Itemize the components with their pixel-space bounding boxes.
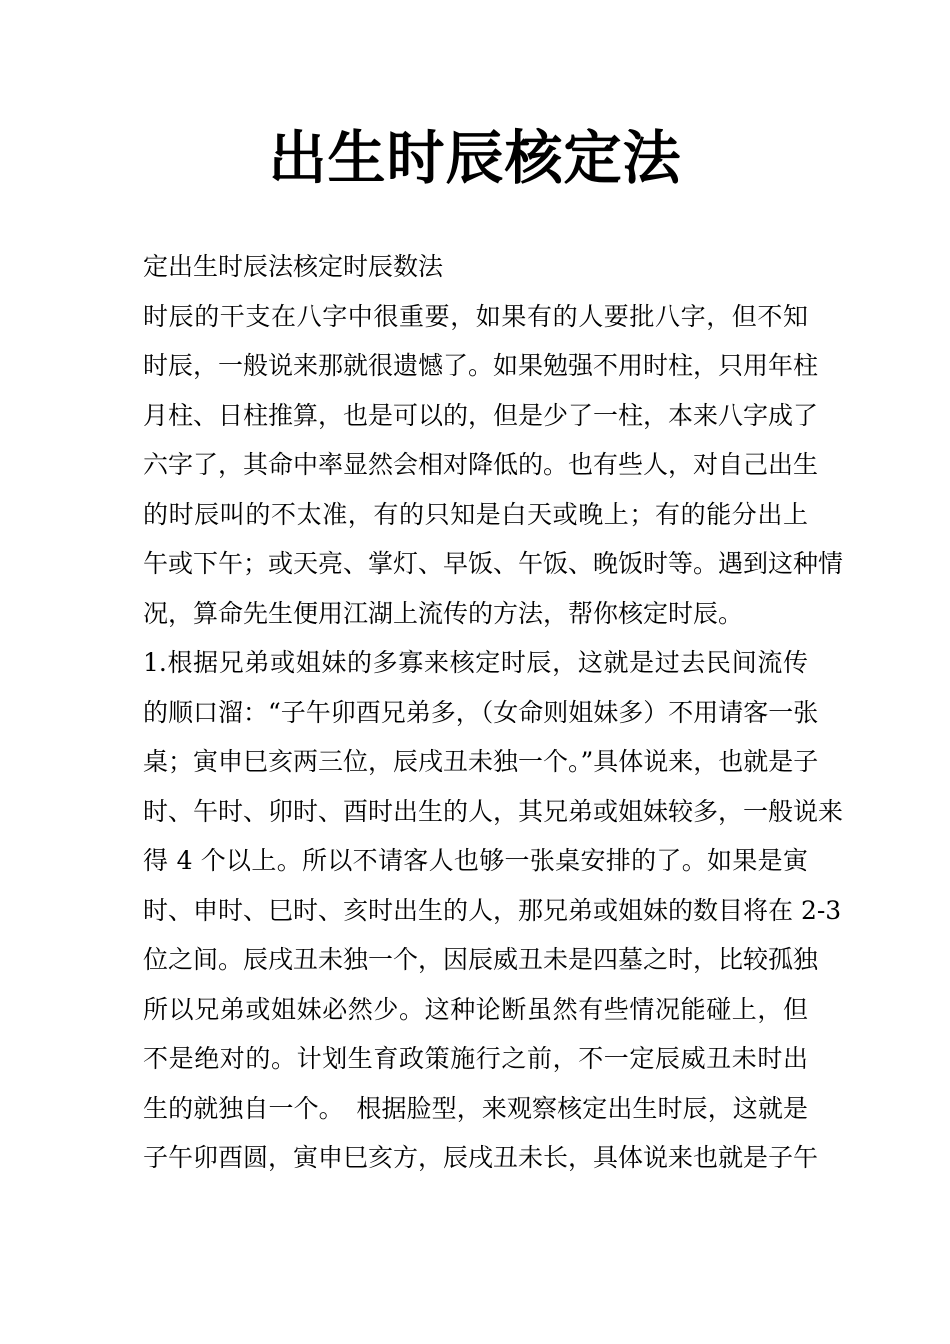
subtitle-line: 定出生时辰法核定时辰数法 <box>143 252 444 281</box>
paragraph-line: 不是绝对的。计划生育政策施行之前，不一定辰威丑未时出 <box>143 1044 808 1073</box>
paragraph-line: 时、申时、巳时、亥时出生的人，那兄弟或姐妹的数目将在 2-3 <box>143 895 842 925</box>
paragraph-line: 月柱、日柱推算，也是可以的，但是少了一柱，本来八字成了 <box>143 400 819 430</box>
paragraph-line: 桌；寅申巳亥两三位，辰戌丑未独一个。”具体说来，也就是子 <box>143 747 819 776</box>
paragraph-line: 时辰的干支在八字中很重要，如果有的人要批八字，但不知 <box>143 301 808 331</box>
paragraph-line: 所以兄弟或姐妹必然少。这种论断虽然有些情况能碰上，但 <box>143 994 808 1024</box>
body-text <box>143 242 844 1183</box>
paragraph-line: 生的就独自一个。 根据脸型，来观察核定出生时辰，这就是 <box>143 1093 808 1123</box>
paragraph-line: 时、午时、卯时、酉时出生的人，其兄弟或姐妹较多，一般说来 <box>143 796 844 826</box>
paragraph-line: 况，算命先生便用江湖上流传的方法，帮你核定时辰。 <box>143 598 744 628</box>
paragraph-line: 时辰，一般说来那就很遗憾了。如果勉强不用时柱，只用年柱 <box>143 351 819 380</box>
paragraph-line: 得 4 个以上。所以不请客人也够一张桌安排的了。如果是寅 <box>143 846 808 875</box>
page-title: 出生时辰核定法 <box>268 124 682 192</box>
paragraph-line: 午或下午；或天亮、掌灯、早饭、午饭、晚饭时等。遇到这种情 <box>143 549 844 578</box>
paragraph-line: 1.根据兄弟或姐妹的多寡来核定时辰，这就是过去民间流传 <box>143 648 808 677</box>
paragraph-line: 位之间。辰戌丑未独一个，因辰威丑未是四墓之时，比较孤独 <box>143 945 819 974</box>
paragraph-line: 六字了，其命中率显然会相对降低的。也有些人，对自己出生 <box>143 450 819 479</box>
paragraph-line: 子午卯酉圆，寅申巳亥方，辰戌丑未长，具体说来也就是子午 <box>143 1143 819 1172</box>
paragraph-line: 的时辰叫的不太准，有的只知是白天或晚上；有的能分出上 <box>143 499 808 529</box>
paragraph-line: 的顺口溜：“子午卯酉兄弟多，（女命则姐妹多）不用请客一张 <box>143 697 819 727</box>
